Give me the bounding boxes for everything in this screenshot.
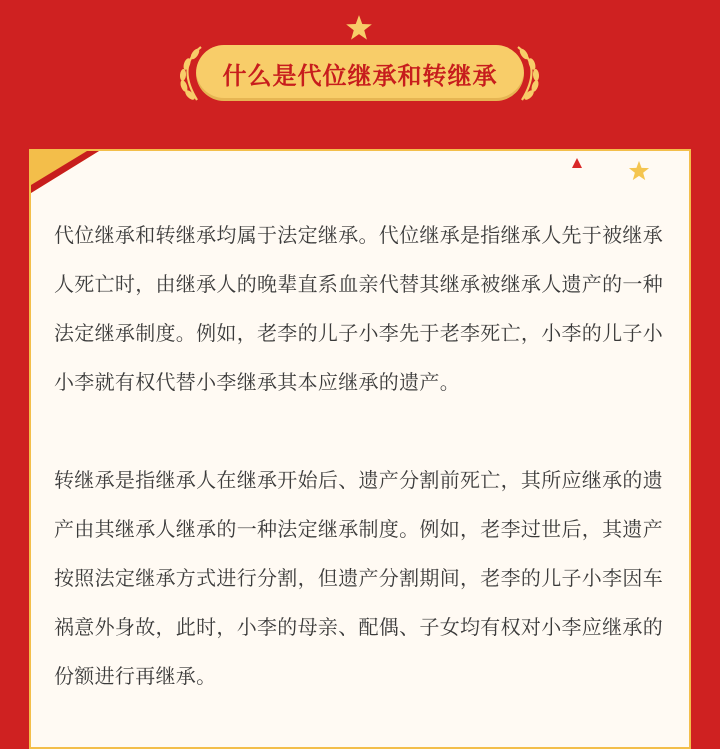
triangle-icon [572, 158, 582, 168]
article-body [54, 211, 668, 701]
small-star-icon [628, 160, 650, 182]
content-card [29, 149, 691, 749]
paragraph-2: 转继承是指继承人在继承开始后、遗产分割前死亡，其所应继承的遗产由其继承人继承的一种法定继承制度。例如，老李过世后，其遗产按照法定继承方式进行分割，但遗产分割期间，老李的儿子小李因车祸意外身故，此时，小李的母亲、配偶、子女均有权对小李应继承的份额进行再继承。 [54, 468, 663, 688]
page-title: 什么是代位继承和转继承 [222, 61, 498, 90]
corner-ribbon-icon [31, 151, 111, 201]
star-icon [345, 14, 373, 42]
paragraph-spacer [54, 407, 668, 456]
paragraph-1: 代位继承和转继承均属于法定继承。代位继承是指继承人先于被继承人死亡时，由继承人的晚辈直系血亲代替其继承被继承人遗产的一种法定继承制度。例如，老李的儿子小李先于老李死亡，小李的儿子小小李就有权代替小李继承其本应继承的遗产。 [54, 223, 663, 394]
title-badge [196, 45, 524, 101]
